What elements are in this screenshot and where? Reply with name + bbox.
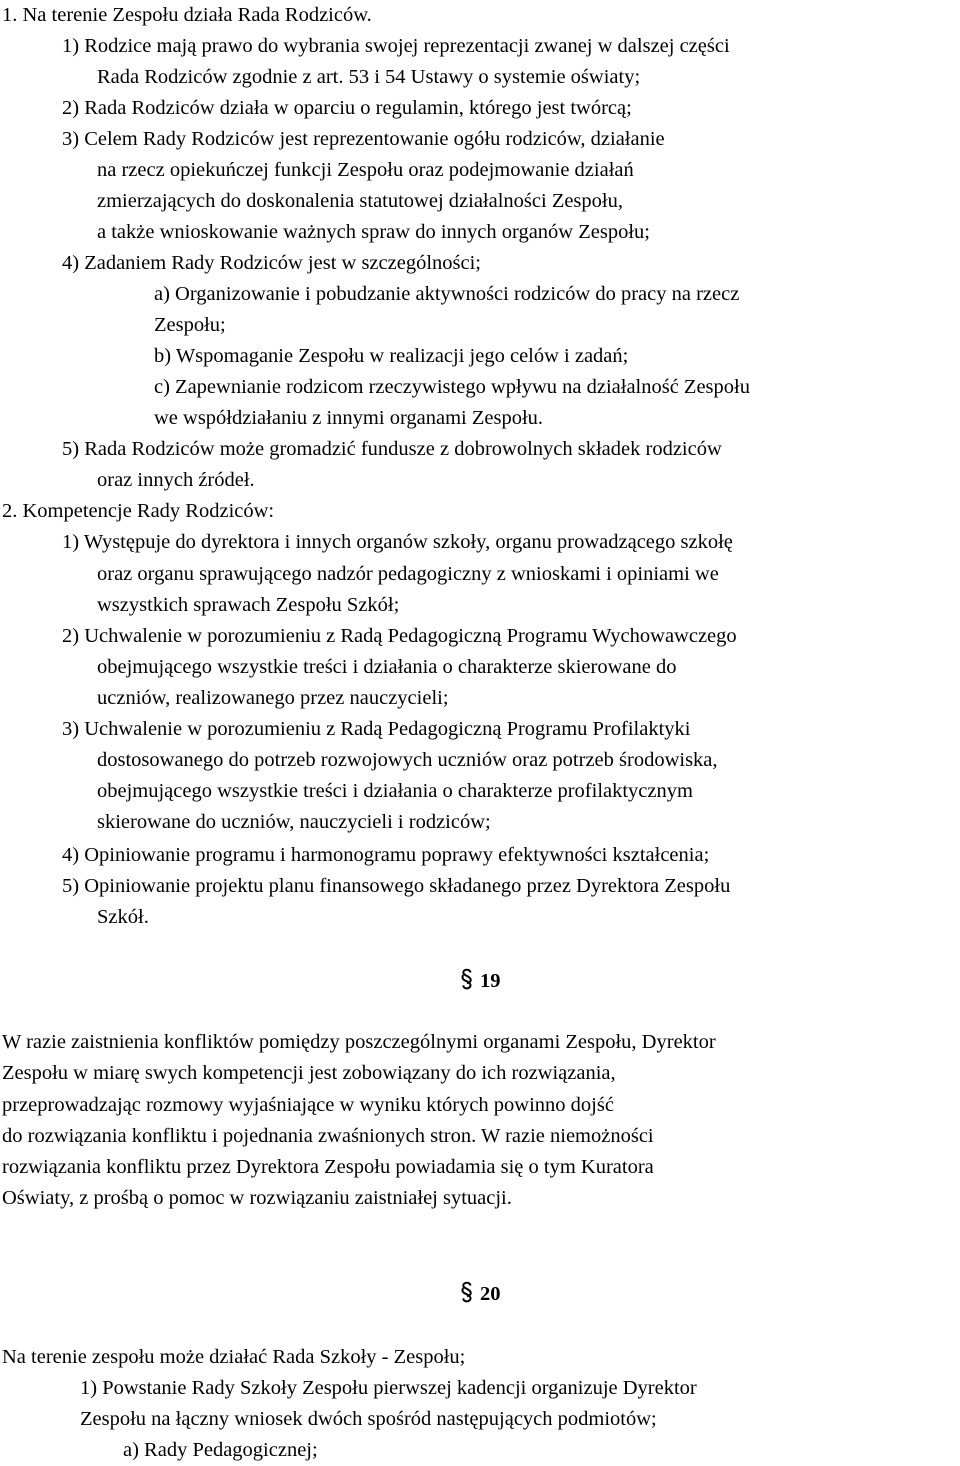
section-number: 19 (480, 970, 501, 992)
section-number: 20 (480, 1283, 501, 1305)
text-line: 4) Opiniowanie programu i harmonogramu poprawy efektywności kształcenia; (62, 844, 710, 866)
text-line: przeprowadzając rozmowy wyjaśniające w wyniku których powinno dojść (2, 1094, 614, 1116)
text-line: na rzecz opiekuńczej funkcji Zespołu oraz podejmowanie działań (97, 159, 634, 181)
text-line: c) Zapewnianie rodzicom rzeczywistego wpływu na działalność Zespołu (154, 376, 750, 398)
text-line: uczniów, realizowanego przez nauczycieli; (97, 687, 449, 709)
text-line: zmierzających do doskonalenia statutowej działalności Zespołu, (97, 190, 623, 212)
text-line: Zespołu na łączny wniosek dwóch spośród następujących podmiotów; (80, 1408, 657, 1430)
text-line: skierowane do uczniów, nauczycieli i rodziców; (97, 811, 491, 833)
text-line: obejmującego wszystkie treści i działania o charakterze skierowane do (97, 656, 677, 678)
text-line: Zespołu; (154, 314, 226, 336)
text-line: 3) Celem Rady Rodziców jest reprezentowanie ogółu rodziców, działanie (62, 128, 665, 150)
text-line: obejmującego wszystkie treści i działania o charakterze profilaktycznym (97, 780, 693, 802)
text-line: 4) Zadaniem Rady Rodziców jest w szczególności; (62, 252, 481, 274)
text-line: 1) Rodzice mają prawo do wybrania swojej reprezentacji zwanej w dalszej części (62, 35, 730, 57)
text-line: Na terenie zespołu może działać Rada Szkoły - Zespołu; (2, 1346, 466, 1368)
text-line: a także wnioskowanie ważnych spraw do innych organów Zespołu; (97, 221, 650, 243)
text-line: 1) Powstanie Rady Szkoły Zespołu pierwszej kadencji organizuje Dyrektor (80, 1377, 697, 1399)
text-line: a) Rady Pedagogicznej; (123, 1439, 318, 1461)
text-line: 2) Rada Rodziców działa w oparciu o regulamin, którego jest twórcą; (62, 97, 632, 119)
text-line: a) Organizowanie i pobudzanie aktywności rodziców do pracy na rzecz (154, 283, 740, 305)
text-line: 5) Opiniowanie projektu planu finansowego składanego przez Dyrektora Zespołu (62, 875, 731, 897)
text-line: b) Wspomaganie Zespołu w realizacji jego celów i zadań; (154, 345, 629, 367)
text-line: Oświaty, z prośbą o pomoc w rozwiązaniu zaistniałej sytuacji. (2, 1187, 512, 1209)
text-line: rozwiązania konfliktu przez Dyrektora Zespołu powiadamia się o tym Kuratora (2, 1156, 654, 1178)
text-line: 2) Uchwalenie w porozumieniu z Radą Pedagogiczną Programu Wychowawczego (62, 625, 737, 647)
text-line: 3) Uchwalenie w porozumieniu z Radą Pedagogiczną Programu Profilaktyki (62, 718, 691, 740)
text-line: W razie zaistnienia konfliktów pomiędzy poszczególnymi organami Zespołu, Dyrektor (2, 1031, 716, 1053)
section-sign-icon (460, 1281, 474, 1303)
section-heading-20 (460, 1281, 501, 1305)
text-line: wszystkich sprawach Zespołu Szkół; (97, 594, 400, 616)
section-heading-19 (460, 968, 501, 992)
text-line: Zespołu w miarę swych kompetencji jest zobowiązany do ich rozwiązania, (2, 1062, 616, 1084)
text-line: 1. Na terenie Zespołu działa Rada Rodziców. (2, 4, 372, 26)
text-line: dostosowanego do potrzeb rozwojowych uczniów oraz potrzeb środowiska, (97, 749, 718, 771)
text-line: oraz innych źródeł. (97, 469, 255, 491)
text-line: 1) Występuje do dyrektora i innych organów szkoły, organu prowadzącego szkołę (62, 531, 733, 553)
text-line: Szkół. (97, 906, 149, 928)
section-sign-icon (460, 968, 474, 990)
text-line: 2. Kompetencje Rady Rodziców: (2, 500, 275, 522)
text-line: oraz organu sprawującego nadzór pedagogiczny z wnioskami i opiniami we (97, 563, 719, 585)
text-line: 5) Rada Rodziców może gromadzić fundusze z dobrowolnych składek rodziców (62, 438, 722, 460)
text-line: we współdziałaniu z innymi organami Zespołu. (154, 407, 544, 429)
text-line: Rada Rodziców zgodnie z art. 53 i 54 Ustawy o systemie oświaty; (97, 66, 641, 88)
text-line: do rozwiązania konfliktu i pojednania zwaśnionych stron. W razie niemożności (2, 1125, 654, 1147)
